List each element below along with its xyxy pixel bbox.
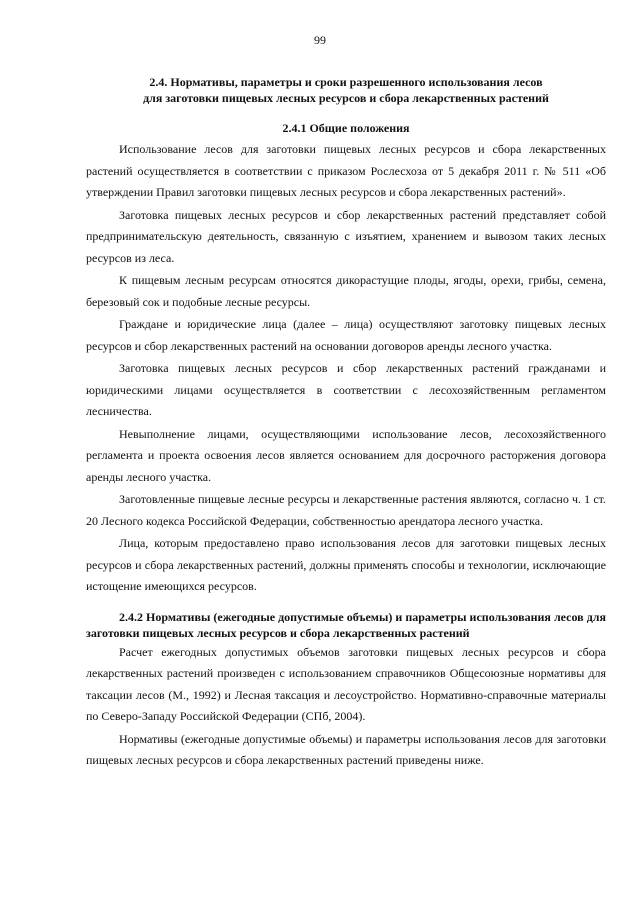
paragraph: Заготовка пищевых лесных ресурсов и сбор лекарственных растений представляет собой предпринимательскую деятельность, связанную с изъятием, хранением и вывозом таких лесных ресурсов из леса.	[86, 207, 606, 265]
paragraph: Заготовленные пищевые лесные ресурсы и лекарственные растения являются, согласно ч. 1 ст. 20 Лесного кодекса Российской Федерации, собственностью арендатора лесного участка.	[86, 492, 606, 528]
subsection-heading-norms: 2.4.2 Нормативы (ежегодные допустимые объемы) и параметры использования лесов для заготовки пищевых лесных ресурсов и сбора лекарственных растений	[86, 609, 606, 640]
subsection-heading-general: 2.4.1 Общие положения	[282, 121, 410, 135]
body-text	[86, 139, 606, 773]
section-title-line-2: для заготовки пищевых лесных ресурсов и сбора лекарственных растений	[143, 91, 549, 105]
section-title-line-1: 2.4. Нормативы, параметры и сроки разрешенного использования лесов	[149, 75, 543, 89]
paragraph: К пищевым лесным ресурсам относятся дикорастущие плоды, ягоды, орехи, грибы, семена, березовый сок и подобные лесные ресурсы.	[86, 273, 606, 309]
paragraph: Использование лесов для заготовки пищевых лесных ресурсов и сбора лекарственных растений осуществляется в соответствии с приказом Рослесхоза от 5 декабря 2011 г. № 511 «Об утверждении Правил заготовки пищевых лесных ресурсов и сбора лекарственных растений».	[86, 142, 606, 199]
paragraph: Невыполнение лицами, осуществляющими использование лесов, лесохозяйственного регламента и проекта освоения лесов является основанием для досрочного расторжения договора аренды лесного участка.	[86, 426, 606, 484]
paragraph: Лица, которым предоставлено право использования лесов для заготовки пищевых лесных ресурсов и сбора лекарственных растений, должны применять способы и технологии, исключающие истощение имеющихся ресурсов.	[86, 536, 606, 593]
paragraph: Нормативы (ежегодные допустимые объемы) и параметры использования лесов для заготовки пищевых лесных ресурсов и сбора лекарственных растений приведены ниже.	[86, 731, 606, 767]
paragraph: Расчет ежегодных допустимых объемов заготовки пищевых лесных ресурсов и сбора лекарственных растений произведен с использованием справочников Общесоюзные нормативы для таксации лесов (М., 1992) и Лесная таксация и лесоустройство. Нормативно-справочные материалы по Северо-Западу Российской Федерации (СПб, 2004).	[86, 644, 606, 723]
page-number: 99	[314, 33, 326, 47]
paragraph: Граждане и юридические лица (далее – лица) осуществляют заготовку пищевых лесных ресурсов и сбор лекарственных растений на основании договоров аренды лесного участка.	[86, 317, 606, 353]
section-title	[86, 74, 606, 106]
paragraph: Заготовка пищевых лесных ресурсов и сбор лекарственных растений гражданами и юридическими лицами осуществляется в соответствии с лесохозяйственным регламентом лесничества.	[86, 361, 606, 418]
